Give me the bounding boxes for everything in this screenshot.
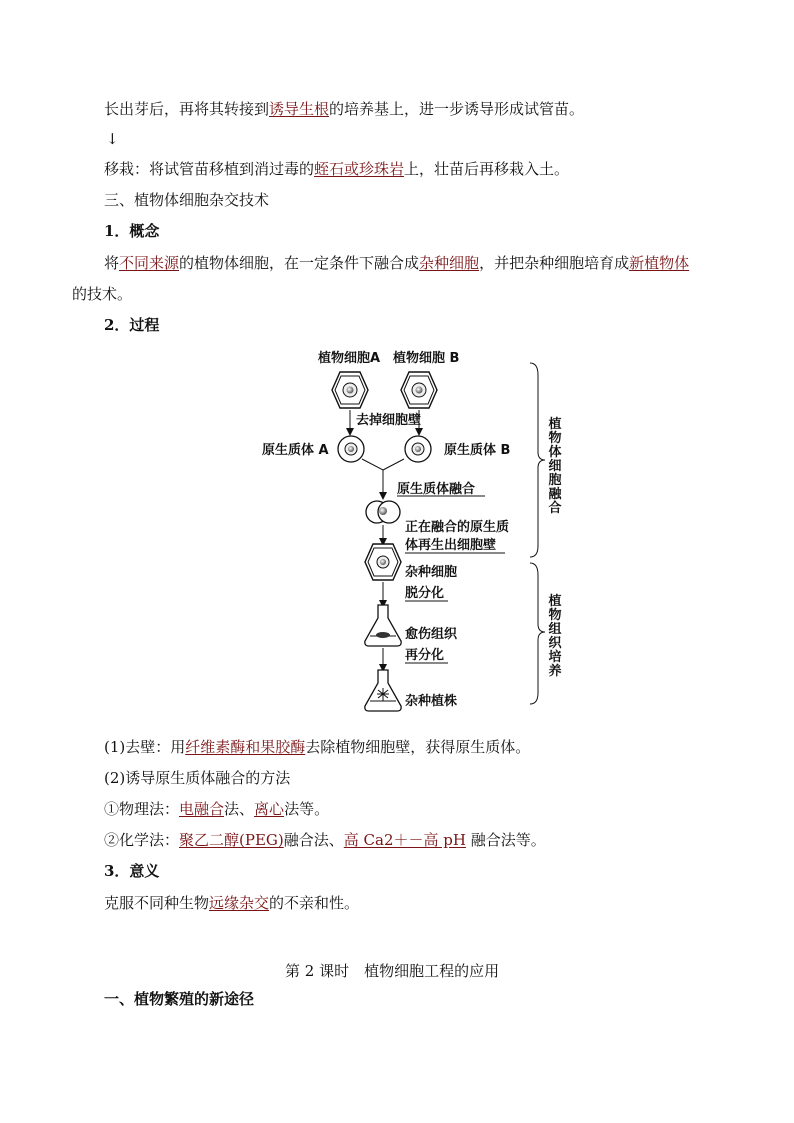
process-chemical: ②化学法：聚乙二醇(PEG)融合法、高 Ca2＋－高 pH 融合法等。 [104,831,546,849]
process-physical: ①物理法：电融合法、离心法等。 [104,800,330,818]
answer-hybrid-cell: 杂种细胞 [419,254,480,272]
stage1-char-4: 胞 [548,473,562,488]
label-regen-2 [405,537,496,553]
lesson-title: 第 2 课时 植物细胞工程的应用 [285,962,500,980]
process-heading: 2．过程 [104,316,160,334]
line-transplant: 移栽：将试管苗移植到消过毒的蛭石或珍珠岩上，壮苗后再移栽入土。 [104,160,570,178]
stage1-char-3: 细 [548,459,562,474]
answer-electrofusion: 电融合 [179,800,225,818]
meaning-heading: 3．意义 [104,862,160,880]
stage1-char-1: 物 [548,431,562,446]
stage2-char-5: 养 [548,664,562,679]
label-protoplast-a: 原生质体 A [262,443,329,458]
section-heading-1: 一、植物繁殖的新途径 [104,990,255,1008]
meaning-line: 克服不同种生物远缘杂交的不亲和性。 [104,894,360,912]
stage2-char-3: 织 [548,636,562,651]
process-step-2: (2)诱导原生质体融合的方法 [104,769,291,787]
line-transfer-rooting: 长出芽后，再将其转接到诱导生根的培养基上，进一步诱导形成试管苗。 [104,100,585,118]
label-regen-1: 正在融合的原生质 [405,520,510,535]
answer-vermiculite: 蛭石或珍珠岩 [314,160,405,178]
stage1-char-2: 体 [548,445,562,460]
hybrid-plant-flask-icon [365,670,401,711]
answer-different-source: 不同来源 [119,254,180,272]
answer-rooting: 诱导生根 [269,100,330,118]
callus-flask-icon [365,605,401,646]
fusing-protoplast-icon [366,501,400,523]
label-fusion: 原生质体融合 [397,482,476,497]
stage1-char-6: 合 [548,501,562,516]
stage1-char-5: 融 [548,487,562,502]
protoplast-b-icon [405,436,431,462]
label-hybrid-cell: 杂种细胞 [405,565,458,580]
answer-ca-ph: 高 Ca2＋－高 pH [343,831,466,849]
answer-peg: 聚乙二醇(PEG) [179,831,284,849]
stage2-char-2: 组 [548,622,562,637]
stage2-char-1: 物 [548,608,562,623]
answer-enzymes: 纤维素酶和果胶酶 [185,738,306,756]
label-hybrid-plant: 杂种植株 [405,694,458,709]
process-step-1: (1)去壁：用纤维素酶和果胶酶去除植物细胞壁，获得原生质体。 [104,738,531,756]
section-heading-3: 三、植物体细胞杂交技术 [104,191,270,209]
protoplast-a-icon [338,436,364,462]
concept-line-1: 将不同来源的植物体细胞，在一定条件下融合成杂种细胞，并把杂种细胞培育成新植物体 [104,254,690,272]
stage2-char-4: 培 [548,650,562,665]
label-remove-wall: 去掉细胞壁 [356,413,422,428]
label-regen-2-text: 体再生出 [405,538,458,553]
concept-line-2: 的技术。 [72,285,133,303]
answer-centrifuge: 离心 [254,800,285,818]
label-cell-a: 植物细胞A [318,351,381,366]
plant-cell-a-icon [332,372,368,408]
concept-heading: 1．概念 [104,222,160,240]
label-cell-b: 植物细胞 B [393,351,460,366]
label-callus: 愈伤组织 [405,627,458,642]
hybrid-cell-icon [365,544,401,580]
stage-label-tissue-culture [548,593,562,679]
answer-new-plant: 新植物体 [629,254,690,272]
plant-cell-b-icon [401,372,437,408]
down-arrow: ↓ [106,130,119,148]
label-rediff: 再分化 [405,648,445,663]
stage1-char-0: 植 [548,417,562,432]
answer-distant-hybridization: 远缘杂交 [209,894,270,912]
stage2-char-0: 植 [548,594,562,609]
stage-label-fusion [548,416,562,516]
label-protoplast-b: 原生质体 B [444,443,511,458]
label-regen-wall: 细胞壁 [457,538,497,553]
label-dediff: 脱分化 [405,586,445,601]
